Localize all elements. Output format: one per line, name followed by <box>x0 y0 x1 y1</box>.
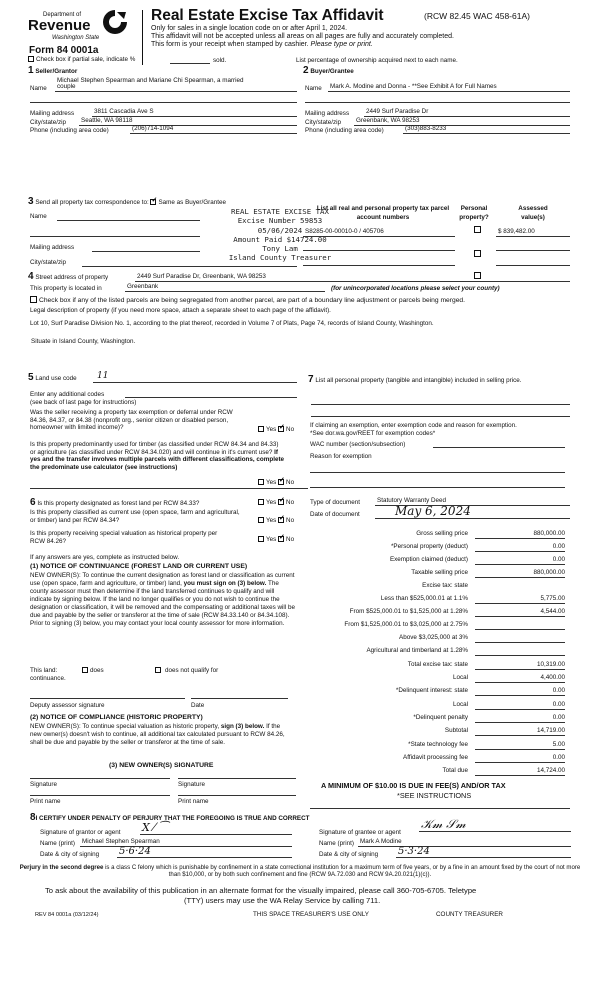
tax-row-value[interactable]: 0.00 <box>475 543 565 552</box>
minimum-due-note: A MINIMUM OF $10.00 IS DUE IN FEE(S) AND/OR TAX <box>321 781 506 790</box>
tax-row <box>300 727 568 740</box>
grantee-date-field[interactable]: 5·3·24 <box>396 846 571 858</box>
grantee-signature-label: Signature of grantee or agent <box>319 829 401 836</box>
no-checkbox[interactable] <box>278 499 284 505</box>
segregated-row <box>30 296 465 305</box>
timber-question <box>30 441 285 471</box>
stamp-line-6: Island County Treasurer <box>228 253 332 263</box>
tax-row <box>300 661 568 674</box>
seller-mailing-field[interactable]: 3811 Cascadia Ave S <box>92 109 297 117</box>
wac-field[interactable] <box>433 447 565 448</box>
yes-label: Yes <box>266 499 277 506</box>
tax-row <box>300 582 568 595</box>
tax-row-label: From $1,525,000.01 to $3,025,000 at 2.75% <box>344 621 468 628</box>
same-as-buyer-label: Same as Buyer/Grantee <box>158 199 227 206</box>
correspondence-label: Send all property tax correspondence to: <box>35 199 149 206</box>
section-8-number: 8 <box>30 812 36 823</box>
tax-row-value[interactable]: 14,724.00 <box>475 767 565 776</box>
tax-row-label: Agricultural and timberland at 1.28% <box>366 647 468 654</box>
segregated-checkbox[interactable] <box>30 296 37 303</box>
deputy-signature-line[interactable] <box>30 698 185 699</box>
section-5-divider <box>30 488 308 489</box>
header-divider <box>142 10 143 65</box>
tax-row-label: From $525,000.01 to $1,525,000 at 1.28% <box>349 608 468 615</box>
tax-row-label: Taxable selling price <box>411 569 468 576</box>
tax-row <box>300 767 568 780</box>
perjury-text: is a class C felony which is punishable by confinement in a state correctional institution for a maximum term of five years, or by a fine in an amount fixed by the court of not more than $10,000, or by both such confinement and fine (RCW 9A.72.030 and RCW 9A.20.021(1)(c)). <box>105 864 581 879</box>
grantor-date-label: Date & city of signing <box>40 851 100 858</box>
buyer-city-field[interactable]: Greenbank, WA 98253 <box>354 118 570 126</box>
washington-state-label: Washington State <box>52 35 100 41</box>
forest-question-text: Is this property designated as forest land per RCW 84.33? <box>37 500 200 507</box>
tax-row-label: Subtotal <box>444 727 468 734</box>
grantor-date-field[interactable]: 5·6·24 <box>117 846 292 858</box>
personal-property-text: List all personal property (tangible and intangible) included in selling price. <box>315 377 522 384</box>
tax-row-value[interactable]: 5,775.00 <box>475 595 565 604</box>
no-label: No <box>286 536 295 543</box>
street-label <box>28 271 108 283</box>
notice-compliance-text <box>30 723 292 747</box>
forest-yes-no <box>258 499 294 506</box>
stamp-line-4: Amount Paid $14724.00 <box>233 234 327 244</box>
tax-row <box>300 701 568 714</box>
seller-phone-label: Phone (including area code) <box>30 127 109 134</box>
tax-row-value[interactable]: 4,544.00 <box>475 608 565 617</box>
yes-checkbox[interactable] <box>258 536 264 542</box>
treasurer-use-label: THIS SPACE TREASURER'S USE ONLY <box>253 911 369 918</box>
exemption-yes-no <box>258 426 294 433</box>
notice-compliance-b: sign (3) below. <box>220 723 265 730</box>
section-7-bottom-line <box>310 808 570 809</box>
section-3-number: 3 <box>28 196 34 207</box>
notice-compliance-c: If the new owner(s) doesn't wish to continue, all additional tax calculated pursuant to RCW 84.26, shall be due and payable by the seller or transferor at the time of sale. <box>30 723 285 747</box>
tax-row <box>300 543 568 556</box>
tax-row-label: Affidavit processing fee <box>403 754 468 761</box>
land-use-code-field[interactable]: 11 <box>93 372 297 383</box>
forest-question <box>30 497 199 509</box>
legal-description-2: Situate in Island County, Washington. <box>31 338 136 345</box>
grantor-name-field[interactable]: Michael Stephen Spearman <box>80 839 292 847</box>
tax-row <box>300 569 568 582</box>
located-note: (for unincorporated locations please select your county) <box>331 285 500 292</box>
yes-checkbox[interactable] <box>258 499 264 505</box>
partial-sold-label: sold. <box>213 57 227 64</box>
dept-of-label: Department of <box>43 12 82 18</box>
section-2-number: 2 <box>303 65 309 76</box>
grantee-date-label: Date & city of signing <box>319 851 379 858</box>
doc-type-field[interactable]: Statutory Warranty Deed <box>375 498 570 506</box>
no-label: No <box>286 426 295 433</box>
yes-label: Yes <box>266 517 277 524</box>
dor-logo-icon <box>101 8 129 36</box>
tax-row-label: Total excise tax: state <box>407 661 468 668</box>
stamp-line-5: Tony Lam <box>262 244 298 254</box>
seller-heading-label: Seller/Grantor <box>35 68 78 75</box>
yes-label: Yes <box>266 536 277 543</box>
buyer-mailing-field[interactable]: 2449 Surf Paradise Dr <box>364 109 570 117</box>
notice-continuance-b: you must sign on (3) below. <box>183 580 267 588</box>
ownership-note: List percentage of ownership acquired next to each name. <box>296 57 458 64</box>
buyer-name-label: Name <box>305 85 322 92</box>
seller-city-label: City/state/zip <box>30 119 67 126</box>
new-owner-signature-title: (3) NEW OWNER(S) SIGNATURE <box>109 762 214 769</box>
print-name-label-1: Print name <box>30 798 61 805</box>
if-any-yes-note: If any answers are yes, complete as instructed below. <box>30 554 180 561</box>
personal-property-line-1[interactable] <box>311 404 570 405</box>
owner-print-line-2[interactable] <box>178 795 296 796</box>
timber-yes-no <box>258 479 294 486</box>
form-statute: (RCW 82.45 WAC 458-61A) <box>424 11 530 21</box>
notice-continuance-title: (1) NOTICE OF CONTINUANCE (FOREST LAND OR CURRENT USE) <box>30 563 248 570</box>
form-number: Form 84 0001a <box>29 45 99 56</box>
seller-name-label: Name <box>30 85 47 92</box>
buyer-phone-label: Phone (including area code) <box>305 127 384 134</box>
located-label: This property is located in <box>30 285 102 292</box>
accessibility-line-2: (TTY) users may use the WA Relay Service by calling 711. <box>184 896 381 905</box>
revenue-logo-text: Revenue <box>28 17 91 34</box>
tax-row-label: Excise tax: state <box>422 582 468 589</box>
doc-date-field[interactable]: May 6, 2024 <box>375 505 570 519</box>
section-6-number: 6 <box>30 497 36 508</box>
partial-sale-label: Check box if partial sale, indicate % <box>36 56 136 63</box>
this-land-label: This land: <box>30 667 58 674</box>
yes-label: Yes <box>266 479 277 486</box>
tax-row-label: *State technology fee <box>408 741 468 748</box>
tax-row <box>300 608 568 621</box>
see-instructions-note: *SEE INSTRUCTIONS <box>397 791 472 800</box>
perjury-notice <box>14 864 586 879</box>
rev-number: REV 84 0001a (03/12/24) <box>35 912 99 918</box>
assessed-col-header: Assessed value(s) <box>518 205 548 222</box>
legal-description-1: Lot 10, Surf Paradise Division No. 1, according to the plat thereof, recorded in Volume 7 of Plats, Page 74, records of Island County, Washington. <box>30 320 434 327</box>
no-checkbox[interactable] <box>278 536 284 542</box>
exemption-note: If claiming an exemption, enter exemption code and reason for exemption. *See dor.wa.gov/REET for exemption codes* <box>310 422 517 437</box>
seller-name-field[interactable]: couple <box>55 84 297 92</box>
tax-row <box>300 647 568 660</box>
tax-row-value[interactable]: 880,000.00 <box>475 569 565 578</box>
tax-row-value[interactable]: 0.00 <box>475 754 565 763</box>
does-label: does <box>90 667 104 674</box>
yes-checkbox[interactable] <box>258 479 264 485</box>
tax-row <box>300 674 568 687</box>
seller-heading <box>28 65 77 77</box>
historical-question: Is this property receiving special valuation as historical property per RCW 84.26? <box>30 530 218 545</box>
deputy-date-label: Date <box>191 702 205 709</box>
does-not-label: does not qualify for continuance. <box>30 667 219 682</box>
notice-continuance-text <box>30 572 296 628</box>
certify-heading-text: I CERTIFY UNDER PENALTY OF PERJURY THAT THE FOREGOING IS TRUE AND CORRECT <box>35 815 310 822</box>
corr-mailing-label: Mailing address <box>30 244 75 251</box>
accessibility-line-1: To ask about the availability of this publication in an alternate format for the visually impaired, please call 360-705-6705. Teletype <box>45 886 477 895</box>
current-use-question: Is this property classified as current use (open space, farm and agricultural, or timber) land per RCW 84.34? <box>30 509 240 524</box>
corr-name-label: Name <box>30 213 47 220</box>
owner-signature-line-2[interactable] <box>178 778 296 779</box>
personal-property-checkbox[interactable] <box>474 250 481 257</box>
tax-row <box>300 754 568 767</box>
tax-row <box>300 595 568 608</box>
subtitle-1: Only for sales in a single location code on or after April 1, 2024. <box>151 25 348 32</box>
additional-codes-field[interactable] <box>125 397 297 398</box>
signature-label-1: Signature <box>30 781 57 788</box>
seller-mailing-label: Mailing address <box>30 110 75 117</box>
tax-row-label: Total due <box>442 767 468 774</box>
tax-row-label: Above $3,025,000 at 3% <box>399 634 468 641</box>
tax-row-label: Less than $525,000.01 at 1.1% <box>380 595 468 602</box>
seller-name-line1: Michael Stephen Spearman and Mariane Chi Spearman, a married <box>57 77 244 84</box>
signature-label-2: Signature <box>178 781 205 788</box>
same-as-buyer-checkbox[interactable] <box>150 199 156 205</box>
yes-checkbox[interactable] <box>258 426 264 432</box>
land-use-label-text: Land use code <box>35 375 77 382</box>
tax-row-value[interactable]: 5.00 <box>475 741 565 750</box>
tax-row-label: Local <box>452 701 468 708</box>
historical-yes-no <box>258 536 294 543</box>
seller-city-field[interactable]: Seattle, WA 98118 <box>79 118 297 126</box>
segregated-label: Check box if any of the listed parcels are being segregated from another parcel, are part of a boundary line adjustment or parcels being merged. <box>39 297 466 304</box>
subtitle-2: This affidavit will not be accepted unless all areas on all pages are fully and accurately completed. <box>151 33 454 40</box>
owner-signature-line-1[interactable] <box>30 778 170 779</box>
grantee-signature-field[interactable]: 𝒦𝓂 𝒮𝓂 <box>419 818 571 832</box>
section-7-number: 7 <box>308 374 314 385</box>
deputy-signature-label: Deputy assessor signature <box>30 702 105 709</box>
section-5-number: 5 <box>28 372 34 383</box>
buyer-name-extra-line <box>305 102 570 103</box>
tax-row-value[interactable]: 10,319.00 <box>475 661 565 670</box>
street-label-text: Street address of property <box>35 274 109 281</box>
tax-row-label: Local <box>452 674 468 681</box>
timber-question-text: Is this property predominantly used for timber (as classified under RCW 84.34 and 84.33) or agriculture (as classified under RCW 84.34.020) and will continue in it's current use? <box>30 441 279 456</box>
personal-col-header: Personal property? <box>459 205 489 222</box>
buyer-name-field[interactable]: Mark A. Modine and Donna - **See Exhibit A for Full Names <box>328 84 570 92</box>
located-field[interactable]: Greenbank <box>125 284 325 292</box>
additional-codes-note: (see back of last page for instructions) <box>30 399 137 406</box>
no-label: No <box>286 499 295 506</box>
stamp-line-3: 05/06/2024 <box>257 225 303 235</box>
wac-label: WAC number (section/subsection) <box>310 441 406 448</box>
tax-row-value[interactable] <box>475 621 565 630</box>
county-treasurer-label: COUNTY TREASURER <box>436 911 503 918</box>
no-label: No <box>286 517 295 524</box>
grantor-signature-label: Signature of grantor or agent <box>40 829 121 836</box>
subtitle-3 <box>151 41 373 49</box>
tax-row-value[interactable]: 0.00 <box>475 714 565 723</box>
section-4-number: 4 <box>28 271 34 282</box>
reason-line-1[interactable] <box>310 472 565 473</box>
additional-codes-label: Enter any additional codes <box>30 391 105 398</box>
yes-label: Yes <box>266 426 277 433</box>
owner-print-line-1[interactable] <box>30 795 170 796</box>
stamp-line-2: Excise Number 59853 <box>237 216 323 226</box>
parcel-number-field[interactable]: S8285-00-00010-0 / 405706 <box>303 229 455 237</box>
legal-label: Legal description of property (if you need more space, attach a separate sheet to each page of the affidavit). <box>30 307 331 314</box>
land-use-label <box>28 372 77 384</box>
form-title: Real Estate Excise Tax Affidavit <box>151 7 384 24</box>
tax-row-label: Gross selling price <box>416 530 468 537</box>
tax-row-label: Exemption claimed (deduct) <box>389 556 468 563</box>
street-field[interactable]: 2449 Surf Paradise Dr, Greenbank, WA 98253 <box>135 274 570 282</box>
tax-row-label: *Personal property (deduct) <box>390 543 468 550</box>
seller-name-extra-line <box>30 102 297 103</box>
assessed-value-field[interactable]: $ 839,482.00 <box>496 229 570 237</box>
print-name-label-2: Print name <box>178 798 209 805</box>
tax-row-value[interactable] <box>475 647 565 656</box>
subtitle-3-text: This form is your receipt when stamped by cashier. <box>151 41 309 48</box>
grantor-signature-field[interactable]: X ⁄ ⁀ <box>140 822 292 835</box>
doc-date-label: Date of document <box>310 511 360 518</box>
parcel-col-header: List all real and personal property tax parcel account numbers <box>316 205 450 222</box>
notice-continuance-c: The county assessor must then determine if the land transferred continues to qualify and will indicate by signing below. If the land no longer qualifies or you do not wish to continue the designation or classification, it will be removed and the compensating or additional taxes will be due and payable by the seller or transferor at the time of sale (RCW 84.33.140 or 84.34.108). Prior to signing (3) below, you may contact your local county assessor for more information. <box>30 580 295 628</box>
buyer-mailing-label: Mailing address <box>305 110 350 117</box>
tax-row-value[interactable]: 880,000.00 <box>475 530 565 539</box>
parcel-number-field[interactable] <box>303 244 455 251</box>
reason-line-2[interactable] <box>310 487 565 488</box>
tax-row-value[interactable]: 0.00 <box>475 556 565 565</box>
tax-row <box>300 714 568 727</box>
no-label: No <box>286 479 295 486</box>
correspondence-heading <box>28 196 226 208</box>
no-checkbox[interactable] <box>278 479 284 485</box>
notice-compliance-title: (2) NOTICE OF COMPLIANCE (HISTORIC PROPERTY) <box>30 714 203 721</box>
tax-row <box>300 530 568 543</box>
tax-row-value[interactable]: 0.00 <box>475 687 565 696</box>
buyer-heading-label: Buyer/Grantee <box>310 68 354 75</box>
buyer-heading <box>303 65 354 77</box>
tax-row-label: *Delinquent interest: state <box>395 687 468 694</box>
tax-row <box>300 621 568 634</box>
assessed-value-field[interactable] <box>496 259 570 266</box>
tax-row <box>300 741 568 754</box>
personal-property-line-2[interactable] <box>311 416 570 417</box>
current-use-yes-no <box>258 517 294 524</box>
partial-percent-field[interactable] <box>170 63 210 64</box>
timber-question-bold: If yes and the transfer involves multiple parcels with different classifications, complete the predominate use calculator (see instructions) <box>30 448 285 471</box>
perjury-bold: Perjury in the second degree <box>19 864 104 871</box>
grantee-name-label: Name (print) <box>319 840 354 847</box>
tax-row-label: *Delinquent penalty <box>413 714 468 721</box>
section-1-number: 1 <box>28 65 34 76</box>
partial-sale-row <box>28 56 135 63</box>
buyer-phone-field[interactable]: (303)883-8233 <box>403 126 570 134</box>
assessed-value-field[interactable] <box>496 244 570 251</box>
deputy-date-line[interactable] <box>191 698 288 699</box>
grantee-name-field[interactable]: Mark A Modine <box>358 839 571 847</box>
reason-label: Reason for exemption <box>310 453 372 460</box>
yes-checkbox[interactable] <box>258 517 264 523</box>
tax-row <box>300 556 568 569</box>
personal-property-checkbox[interactable] <box>474 226 481 233</box>
tax-row-value[interactable]: 0.00 <box>475 701 565 710</box>
subtitle-3-italic: Please type or print. <box>310 41 373 48</box>
stamp-line-1: REAL ESTATE EXCISE TAX <box>231 207 329 216</box>
tax-row-value[interactable]: 14,719.00 <box>475 727 565 736</box>
no-checkbox[interactable] <box>278 517 284 523</box>
seller-phone-field[interactable]: (206)714-1094 <box>130 126 297 134</box>
tax-row <box>300 687 568 700</box>
corr-city-label: City/state/zip <box>30 259 67 266</box>
tax-row-value[interactable]: 4,400.00 <box>475 674 565 683</box>
no-checkbox[interactable] <box>278 426 284 432</box>
parcel-number-field[interactable] <box>303 259 455 266</box>
notice-continuance-a: NEW OWNER(S): To continue the current designation as forest land or classification as current use (open space, farm and agriculture, or timber) land, <box>30 572 295 588</box>
tax-row-value[interactable] <box>475 634 565 643</box>
grantor-name-label: Name (print) <box>40 840 75 847</box>
doc-type-label: Type of document <box>310 499 361 506</box>
tax-row <box>300 634 568 647</box>
buyer-city-label: City/state/zip <box>305 119 342 126</box>
exemption-question: Was the seller receiving a property tax exemption or deferral under RCW 84.36, 84.37, or 84.38 (nonprofit org., senior citizen or disabled person, homeowner with limited income)? <box>30 409 233 432</box>
corr-city-field[interactable] <box>82 266 297 267</box>
notice-compliance-a: NEW OWNER(S): To continue special valuation as historic property, <box>30 723 220 730</box>
personal-property-label <box>308 372 558 388</box>
partial-sale-checkbox[interactable] <box>28 56 34 62</box>
